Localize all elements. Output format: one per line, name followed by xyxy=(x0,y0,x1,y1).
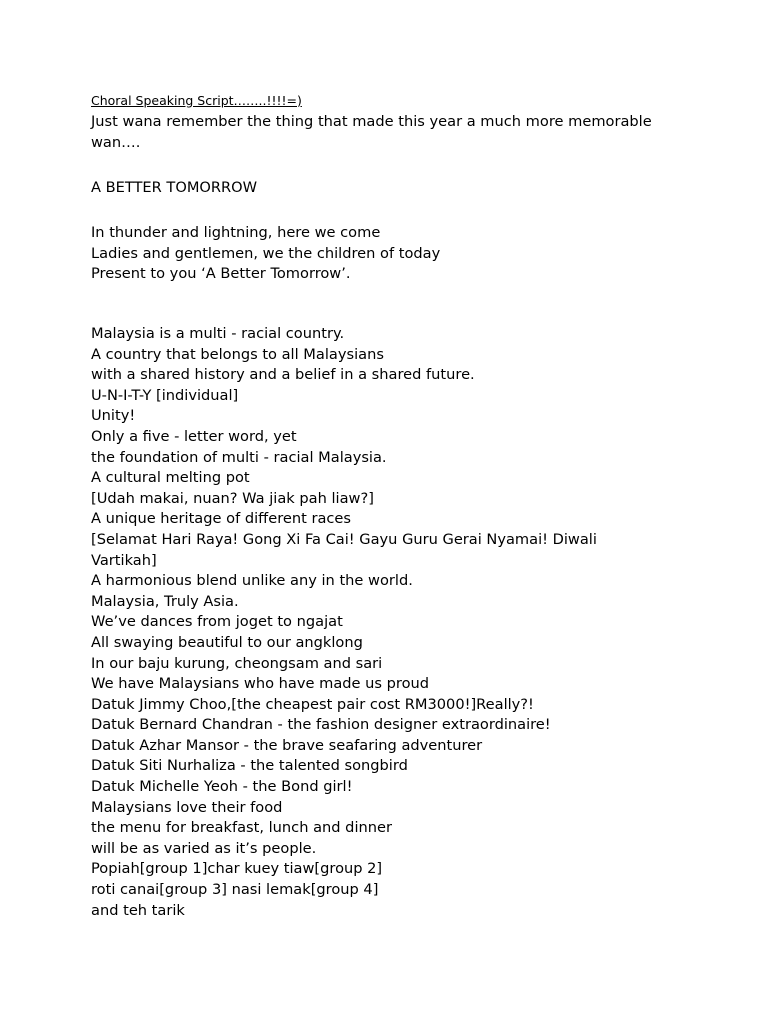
body-line: roti canai[group 3] nasi lemak[group 4] xyxy=(91,881,379,899)
body-line: [Udah makai, nuan? Wa jiak pah liaw?] xyxy=(91,489,374,507)
body-line: Unity! xyxy=(91,407,136,425)
intro-line: wan…. xyxy=(91,133,141,151)
body-line: the foundation of multi - racial Malaysia. xyxy=(91,448,387,466)
body-line: Datuk Azhar Mansor - the brave seafaring adventurer xyxy=(91,736,483,754)
body-line: U-N-I-T-Y [individual] xyxy=(91,386,239,404)
intro-paragraph xyxy=(91,112,731,153)
body-line: and teh tarik xyxy=(91,901,185,919)
body-line: the menu for breakfast, lunch and dinner xyxy=(91,819,392,837)
body-line: with a shared history and a belief in a shared future. xyxy=(91,366,475,384)
body-line: Datuk Jimmy Choo,[the cheapest pair cost RM3000!]Really?! xyxy=(91,695,534,713)
body-line: A unique heritage of different races xyxy=(91,510,352,528)
intro-line: Just wana remember the thing that made this year a much more memorable xyxy=(91,113,652,130)
opening-line: In thunder and lightning, here we come xyxy=(91,224,381,241)
body-line: A country that belongs to all Malaysians xyxy=(91,345,384,363)
body-line: Malaysia, Truly Asia. xyxy=(91,592,239,610)
opening-stanza xyxy=(91,223,731,285)
opening-line: Ladies and gentlemen, we the children of today xyxy=(91,244,441,262)
opening-line: Present to you ‘A Better Tomorrow’. xyxy=(91,265,351,283)
poem-title: A BETTER TOMORROW xyxy=(91,179,258,196)
body-line: We have Malaysians who have made us proud xyxy=(91,675,430,693)
body-line: We’ve dances from joget to ngajat xyxy=(91,613,343,631)
body-line: A cultural melting pot xyxy=(91,469,250,487)
main-stanza xyxy=(91,324,731,921)
body-line: A harmonious blend unlike any in the world. xyxy=(91,572,413,590)
body-line: Datuk Michelle Yeoh - the Bond girl! xyxy=(91,778,353,796)
body-line: All swaying beautiful to our angklong xyxy=(91,633,363,651)
body-line: Malaysians love their food xyxy=(91,798,283,816)
body-line: Datuk Siti Nurhaliza - the talented songbird xyxy=(91,757,408,775)
script-header: Choral Speaking Script……..!!!!=) xyxy=(91,93,302,108)
body-line: In our baju kurung, cheongsam and sari xyxy=(91,654,383,672)
body-line: Popiah[group 1]char kuey tiaw[group 2] xyxy=(91,860,383,878)
body-line: Datuk Bernard Chandran - the fashion designer extraordinaire! xyxy=(91,716,551,734)
body-line: Vartikah] xyxy=(91,551,157,569)
body-line: Only a five - letter word, yet xyxy=(91,427,297,445)
body-line: Malaysia is a multi - racial country. xyxy=(91,325,345,342)
body-line: [Selamat Hari Raya! Gong Xi Fa Cai! Gayu Guru Gerai Nyamai! Diwali xyxy=(91,530,597,548)
body-line: will be as varied as it’s people. xyxy=(91,839,317,857)
